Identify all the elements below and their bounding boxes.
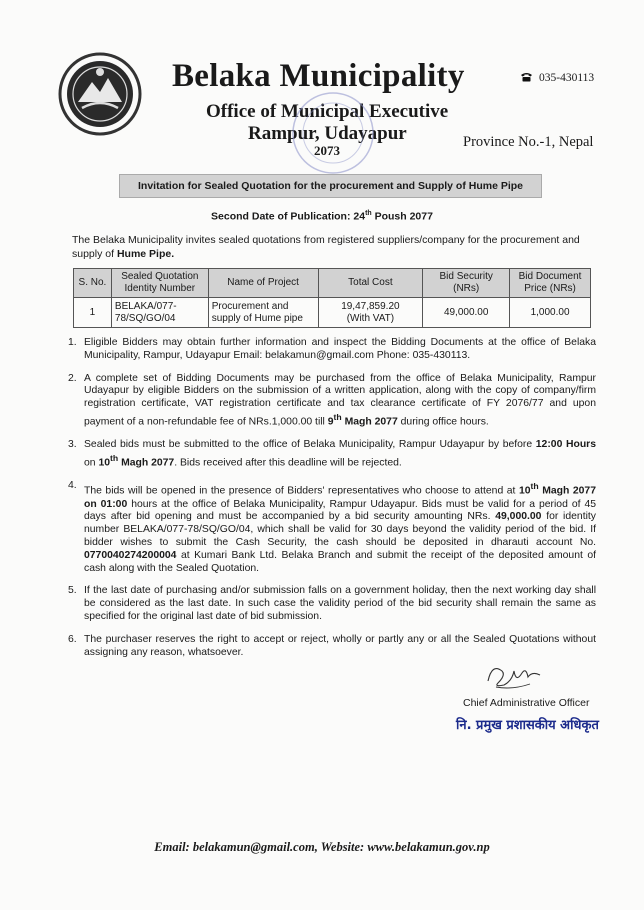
clause-bold: 12:00 Hours xyxy=(535,439,596,451)
clause-bold: 10 xyxy=(518,485,531,497)
clause-text: A complete set of Bidding Documents may be purchased from the office of Belaka Municipality, Rampur Udayapur by eligible Bidders on the submission of a written application, along with the copy of company/firm registration certificate, VAT registration certificate and tax clearance certificate of FY 2076/77 and upon payment of a non-refundable fee of NRs.1,000.00 till xyxy=(84,372,596,428)
clause-text: Eligible Bidders may obtain further information and inspect the Bidding Documents at the office of Belaka Municipality, Rampur, Udayapur Email: belakamun@gmail.com Phone: 035-430113. xyxy=(84,337,596,361)
cell-document-price: 1,000.00 xyxy=(510,298,591,328)
clause-1 xyxy=(68,337,596,363)
cost-value: 19,47,859.20 xyxy=(341,300,400,312)
header-project-name: Name of Project xyxy=(208,269,318,298)
cell-total-cost xyxy=(318,298,423,328)
clause-text: on xyxy=(84,457,99,469)
clause-text: . Bids received after this deadline will be rejected. xyxy=(174,457,402,469)
clause-5 xyxy=(68,585,596,623)
clause-bold: 0770040274200004 xyxy=(84,549,177,561)
clause-4 xyxy=(68,480,596,575)
cell-project-name: Procurement and supply of Hume pipe xyxy=(208,298,318,328)
clause-bold: 49,000.00 xyxy=(495,511,542,523)
clause-text: hours at the office of Belaka Municipality, Rampur Udayapur. Bids must be valid for a period of 45 days after bid opening and must be accompanied by a bid security amounting NRs. xyxy=(84,498,596,523)
clause-sup: th xyxy=(530,481,539,492)
quotation-table xyxy=(73,268,591,328)
clause-number: 2. xyxy=(68,372,77,384)
office-name: Office of Municipal Executive xyxy=(206,101,449,122)
clause-bold: 9 xyxy=(327,416,334,428)
cell-bid-security: 49,000.00 xyxy=(423,298,510,328)
publication-date-sup: th xyxy=(365,210,372,217)
clause-sup: th xyxy=(333,411,342,422)
clause-number: 6. xyxy=(68,633,77,645)
table-row xyxy=(74,298,591,328)
province-label: Province No.-1, Nepal xyxy=(463,134,594,150)
clause-text: The purchaser reserves the right to accept or reject, wholly or partly any or all the Sealed Quotations without assigning any reason, whatsoever. xyxy=(84,633,596,658)
signatory-designation: Chief Administrative Officer xyxy=(463,697,590,709)
header-document-price: Bid Document Price (NRs) xyxy=(510,269,591,298)
clause-text: for identity number BELAKA/077-78/SQ/GO/04, which shall be valid for 30 days beyond the validity period of the bid. If bidder wishes to submit the Cash Security, the cash should be deposited in dharauti account No. xyxy=(84,511,596,548)
clause-text: If the last date of purchasing and/or submission falls on a government holiday, then the next working day shall be considered as the last date. In such case the validity period of the bid security shall remain the same as specified for the original last date of bid submission. xyxy=(84,585,596,622)
signature-icon xyxy=(482,657,544,691)
clause-text: at Kumari Bank Ltd. Belaka Branch and submit the receipt of the deposited amount of cash along with the Sealed Quotation. xyxy=(84,549,596,574)
publication-date-prefix: Second Date of Publication: 24 xyxy=(211,210,366,223)
publication-date xyxy=(0,210,644,223)
clause-number: 4. xyxy=(68,480,77,492)
phone-number-text: 035-430113 xyxy=(539,72,595,84)
clause-bold: 10 xyxy=(98,457,111,469)
header-identity-number: Sealed Quotation Identity Number xyxy=(111,269,208,298)
intro-paragraph xyxy=(72,234,597,261)
header-sn: S. No. xyxy=(74,269,112,298)
office-stamp-icon xyxy=(288,88,378,178)
clause-text: during office hours. xyxy=(397,416,489,428)
clause-number: 3. xyxy=(68,439,77,451)
clause-sup: th xyxy=(110,453,119,464)
office-year: 2073 xyxy=(314,143,340,158)
cost-note: (With VAT) xyxy=(346,312,395,324)
publication-date-suffix: Poush 2077 xyxy=(371,210,433,223)
clause-number: 5. xyxy=(68,585,77,597)
clause-6 xyxy=(68,634,596,660)
municipality-emblem-icon xyxy=(58,52,142,136)
footer-contact: Email: belakamun@gmail.com, Website: www.belakamun.gov.np xyxy=(154,840,490,854)
clause-number: 1. xyxy=(68,337,77,348)
header-total-cost: Total Cost xyxy=(318,269,423,298)
telephone-icon xyxy=(520,72,533,82)
municipality-title: Belaka Municipality xyxy=(172,58,465,94)
table-header-row xyxy=(74,269,591,298)
clause-list xyxy=(68,337,596,669)
office-location: Rampur, Udayapur xyxy=(248,123,407,144)
clause-2 xyxy=(68,373,596,430)
intro-item: Hume Pipe. xyxy=(116,247,175,260)
notice-heading-banner: Invitation for Sealed Quotation for the procurement and Supply of Hume Pipe xyxy=(119,174,542,198)
intro-text: The Belaka Municipality invites sealed quotations from registered suppliers/company for the procurement and supply of xyxy=(72,234,580,260)
clause-3 xyxy=(68,439,596,470)
clause-bold: Magh 2077 xyxy=(341,416,398,428)
cell-identity-number: BELAKA/077-78/SQ/GO/04 xyxy=(111,298,208,328)
phone-number xyxy=(520,72,594,84)
cell-sn: 1 xyxy=(74,298,112,328)
header-bid-security: Bid Security (NRs) xyxy=(423,269,510,298)
signatory-stamp-nepali: नि. प्रमुख प्रशासकीय अधिकृत xyxy=(456,718,599,733)
clause-bold: Magh 2077 xyxy=(118,457,175,469)
clause-bold: Magh 2077 on 01:00 xyxy=(84,485,596,510)
clause-text: The bids will be opened in the presence of Bidders' representatives who choose to attend at xyxy=(84,485,519,497)
clause-text: Sealed bids must be submitted to the office of Belaka Municipality, Rampur Udayapur by before xyxy=(84,439,536,451)
